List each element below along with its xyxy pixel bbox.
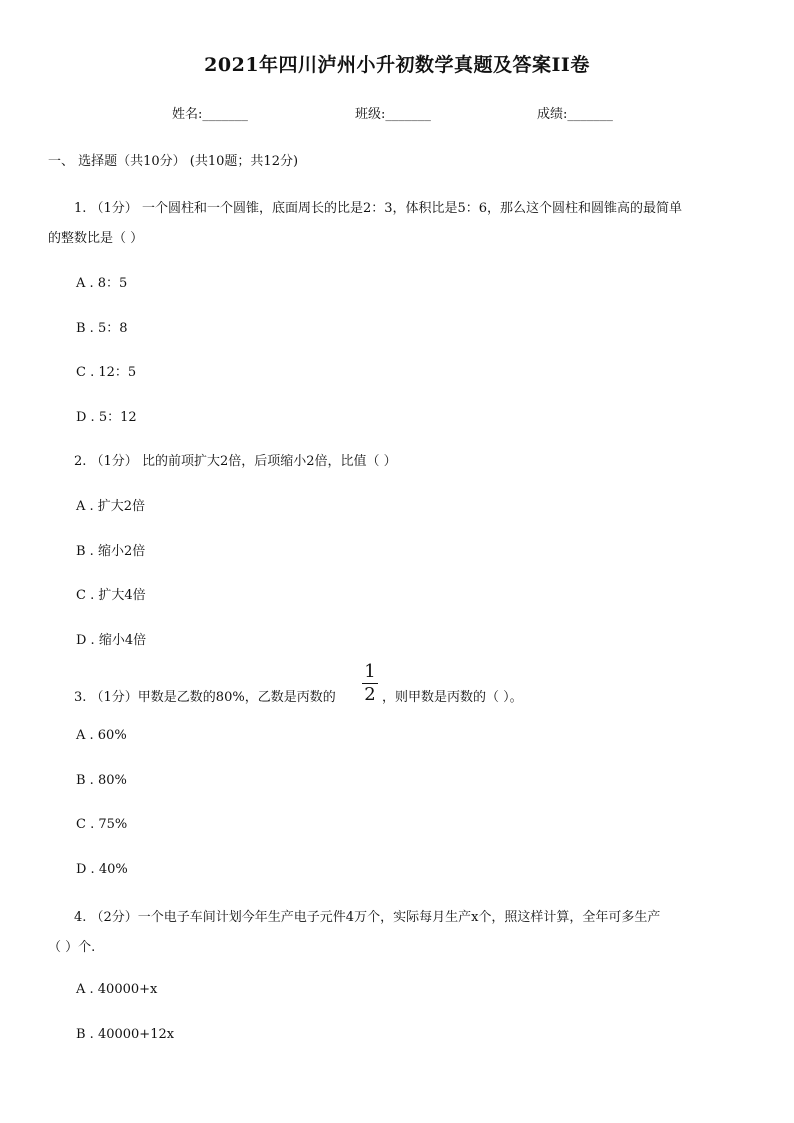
question-3-option-c: C . 75% (76, 817, 128, 832)
question-1-option-b: B . 5：8 (76, 321, 128, 336)
question-3-option-d: D . 40% (76, 862, 128, 877)
question-2-option-b: B . 缩小2倍 (76, 544, 146, 559)
question-3-text: 3. （1分）甲数是乙数的80%，乙数是丙数的 (74, 690, 336, 705)
question-4-option-b: B . 40000+12x (76, 1027, 175, 1042)
question-4-text: 4. （2分）一个电子车间计划今年生产电子元件4万个，实际每月生产x个，照这样计算，全年可多生产 (74, 910, 661, 925)
fraction-numerator: 1 (364, 661, 376, 682)
class-field-label: 班级:_______ (355, 107, 431, 122)
question-2-option-d: D . 缩小4倍 (76, 633, 147, 648)
question-1-option-c: C . 12：5 (76, 365, 137, 380)
question-1-text: 1. （1分） 一个圆柱和一个圆锥，底面周长的比是2：3，体积比是5：6，那么这个圆柱和圆锥高的最简单 (74, 201, 683, 216)
question-3-option-b: B . 80% (76, 773, 127, 788)
question-4-option-a: A . 40000+x (76, 982, 158, 997)
question-4-text-cont: （ ）个. (48, 940, 96, 955)
score-field-label: 成绩:_______ (537, 107, 613, 122)
question-2-text: 2. （1分） 比的前项扩大2倍，后项缩小2倍，比值（ ） (74, 454, 397, 469)
question-2-option-c: C . 扩大4倍 (76, 588, 146, 603)
question-2-option-a: A . 扩大2倍 (76, 499, 146, 514)
name-field-label: 姓名:_______ (172, 107, 248, 122)
fraction-one-half (362, 663, 378, 704)
question-1-option-a: A . 8：5 (76, 276, 128, 291)
question-3-option-a: A . 60% (76, 728, 127, 743)
section-heading: 一、 选择题（共10分） (共10题；共12分) (48, 154, 299, 169)
fraction-denominator: 2 (364, 684, 376, 705)
question-1-option-d: D . 5：12 (76, 410, 137, 425)
page-title: 2021年四川泸州小升初数学真题及答案II卷 (204, 54, 590, 76)
question-3-text-cont: ，则甲数是丙数的（ ）。 (382, 690, 523, 705)
question-1-text-cont: 的整数比是（ ） (48, 231, 144, 246)
